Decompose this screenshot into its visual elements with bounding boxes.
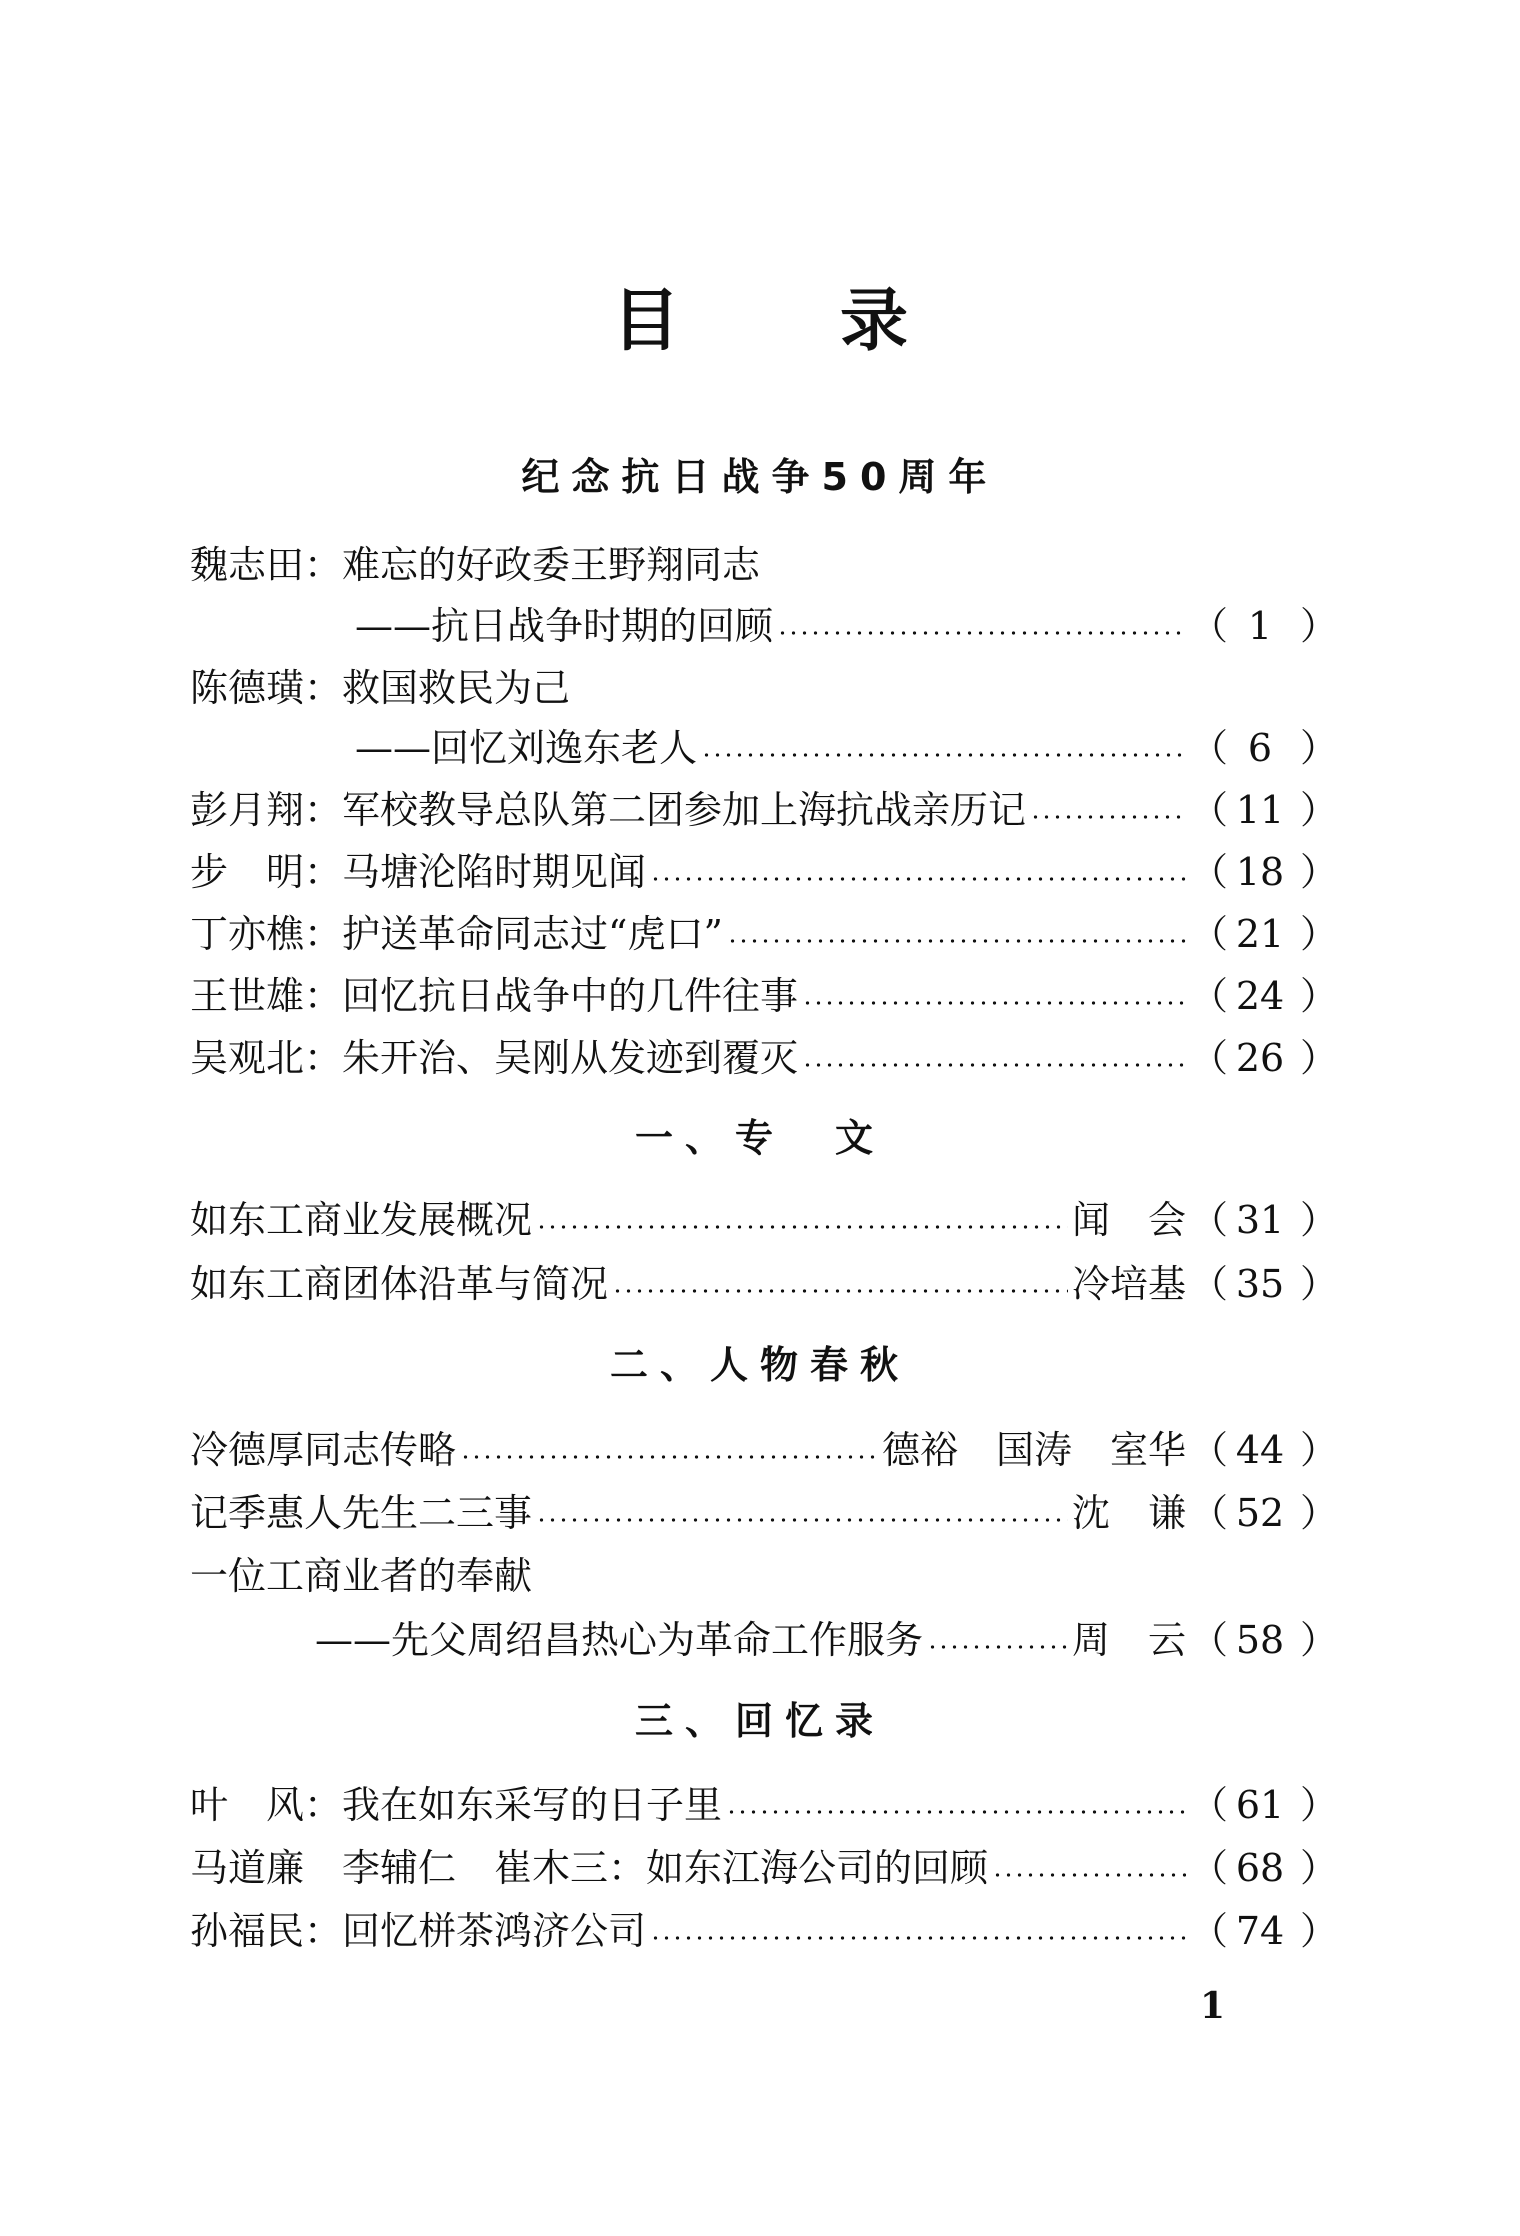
toc-entry[interactable] — [355, 598, 1339, 654]
paren-open: （ — [1190, 726, 1229, 770]
entry-page: 58 — [1235, 1618, 1285, 1662]
entry-page: 26 — [1235, 1036, 1285, 1080]
paren-open: （ — [1190, 1783, 1229, 1827]
entry-title: 我在如东采写的日子里 — [342, 1783, 723, 1827]
leader-dots — [701, 753, 1186, 757]
entry-page: 52 — [1235, 1491, 1285, 1535]
entry-page: 44 — [1235, 1428, 1285, 1472]
leader-dots — [777, 631, 1186, 635]
toc-entry[interactable] — [190, 782, 1339, 838]
entry-title: 冷德厚同志传略 — [190, 1428, 457, 1472]
entry-title: 如东江海公司的回顾 — [646, 1846, 989, 1890]
entry-title: 如东工商团体沿革与简况 — [190, 1262, 609, 1306]
entry-title: 救国救民为己 — [342, 666, 571, 710]
toc-entry[interactable] — [190, 660, 1330, 716]
entry-title: 难忘的好政委王野翔同志 — [342, 543, 761, 587]
entry-title: 朱开治、吴刚从发迹到覆灭 — [342, 1036, 799, 1080]
paren-close: ） — [1300, 1036, 1339, 1080]
entry-author: 马道廉 李辅仁 崔木三： — [190, 1846, 647, 1890]
toc-entry[interactable] — [190, 1903, 1339, 1959]
leader-dots — [536, 1518, 1068, 1522]
paren-close: ） — [1300, 1491, 1339, 1535]
paren-close: ） — [1300, 1262, 1339, 1306]
toc-entry[interactable] — [315, 1612, 1339, 1668]
entry-page: 1 — [1247, 604, 1273, 648]
entry-author: 步 明： — [190, 850, 343, 894]
paren-close: ） — [1300, 1783, 1339, 1827]
leader-dots — [802, 1063, 1186, 1067]
entry-title: 军校教导总队第二团参加上海抗战亲历记 — [342, 788, 1027, 832]
entry-author: 王世雄： — [190, 974, 343, 1018]
toc-entry[interactable] — [355, 720, 1339, 776]
entry-author: 冷培基 — [1071, 1262, 1186, 1306]
toc-entry[interactable] — [190, 968, 1339, 1024]
leader-dots — [536, 1225, 1068, 1229]
entry-title: 回忆栟茶鸿济公司 — [342, 1909, 647, 1953]
paren-open: （ — [1190, 604, 1229, 648]
entry-author: 孙福民： — [190, 1909, 343, 1953]
entry-page: 24 — [1235, 974, 1285, 1018]
entry-author: 丁亦樵： — [190, 912, 343, 956]
leader-dots — [927, 1645, 1068, 1649]
entry-page: 74 — [1235, 1909, 1285, 1953]
paren-open: （ — [1190, 912, 1229, 956]
toc-entry[interactable] — [190, 906, 1339, 962]
paren-open: （ — [1190, 1428, 1229, 1472]
paren-open: （ — [1190, 1198, 1229, 1242]
entry-title: 一位工商业者的奉献 — [190, 1554, 533, 1598]
leader-dots — [992, 1873, 1186, 1877]
toc-entry[interactable] — [190, 1485, 1339, 1541]
entry-title: ——先父周绍昌热心为革命工作服务 — [315, 1618, 924, 1662]
paren-close: ） — [1300, 788, 1339, 832]
entry-title: 记季惠人先生二三事 — [190, 1491, 533, 1535]
page-number: 1 — [1200, 1985, 1226, 2027]
toc-entry[interactable] — [190, 1256, 1339, 1312]
toc-entry[interactable] — [190, 1030, 1339, 1086]
paren-open: （ — [1190, 1491, 1229, 1535]
leader-dots — [1030, 815, 1186, 819]
paren-open: （ — [1190, 1846, 1229, 1890]
entry-page: 6 — [1247, 726, 1273, 770]
entry-author: 彭月翔： — [190, 788, 343, 832]
section-heading: 三、回忆录 — [634, 1699, 885, 1743]
paren-open: （ — [1190, 1036, 1229, 1080]
section-heading: 一、专 文 — [634, 1116, 885, 1160]
paren-open: （ — [1190, 850, 1229, 894]
leader-dots — [612, 1289, 1068, 1293]
entry-author: 沈 谦 — [1071, 1491, 1186, 1535]
paren-open: （ — [1190, 1618, 1229, 1662]
entry-page: 18 — [1235, 850, 1285, 894]
entry-author: 德裕 国涛 室华 — [881, 1428, 1186, 1472]
leader-dots — [650, 877, 1186, 881]
entry-page: 21 — [1235, 912, 1285, 956]
paren-close: ） — [1300, 1618, 1339, 1662]
entry-page: 11 — [1235, 788, 1285, 832]
toc-entry[interactable] — [190, 1422, 1339, 1478]
toc-entry[interactable] — [190, 537, 1330, 593]
toc-entry[interactable] — [190, 844, 1339, 900]
entry-author: 闻 会 — [1071, 1198, 1186, 1242]
entry-page: 61 — [1235, 1783, 1285, 1827]
paren-close: ） — [1300, 1198, 1339, 1242]
entry-title: ——回忆刘逸东老人 — [355, 726, 698, 770]
toc-entry[interactable] — [190, 1777, 1339, 1833]
paren-close: ） — [1300, 850, 1339, 894]
paren-close: ） — [1300, 1428, 1339, 1472]
paren-open: （ — [1190, 974, 1229, 1018]
paren-open: （ — [1190, 1909, 1229, 1953]
entry-author: 吴观北： — [190, 1036, 343, 1080]
entry-page: 31 — [1235, 1198, 1285, 1242]
paren-open: （ — [1190, 788, 1229, 832]
entry-author: 陈德璜： — [190, 666, 343, 710]
entry-author: 魏志田： — [190, 543, 343, 587]
paren-close: ） — [1300, 1909, 1339, 1953]
entry-title: 护送革命同志过“虎口” — [342, 912, 723, 956]
entry-page: 68 — [1235, 1846, 1285, 1890]
paren-close: ） — [1300, 974, 1339, 1018]
entry-author: 叶 风： — [190, 1783, 343, 1827]
section-heading: 二、人物春秋 — [609, 1343, 910, 1387]
paren-close: ） — [1300, 604, 1339, 648]
leader-dots — [650, 1936, 1186, 1940]
toc-entry[interactable] — [190, 1192, 1339, 1248]
leader-dots — [727, 939, 1186, 943]
section-heading: 纪念抗日战争50周年 — [521, 455, 999, 499]
paren-close: ） — [1300, 726, 1339, 770]
entry-title: ——抗日战争时期的回顾 — [355, 604, 774, 648]
entry-title: 回忆抗日战争中的几件往事 — [342, 974, 799, 1018]
entry-author: 周 云 — [1071, 1618, 1186, 1662]
toc-entry[interactable] — [190, 1548, 1330, 1604]
page-title: 目录 — [611, 282, 1068, 361]
entry-page: 35 — [1235, 1262, 1285, 1306]
paren-close: ） — [1300, 912, 1339, 956]
entry-title: 马塘沦陷时期见闻 — [342, 850, 647, 894]
paren-close: ） — [1300, 1846, 1339, 1890]
paren-open: （ — [1190, 1262, 1229, 1306]
leader-dots — [460, 1455, 878, 1459]
entry-title: 如东工商业发展概况 — [190, 1198, 533, 1242]
leader-dots — [726, 1810, 1186, 1814]
leader-dots — [802, 1001, 1186, 1005]
toc-entry[interactable] — [190, 1840, 1339, 1896]
